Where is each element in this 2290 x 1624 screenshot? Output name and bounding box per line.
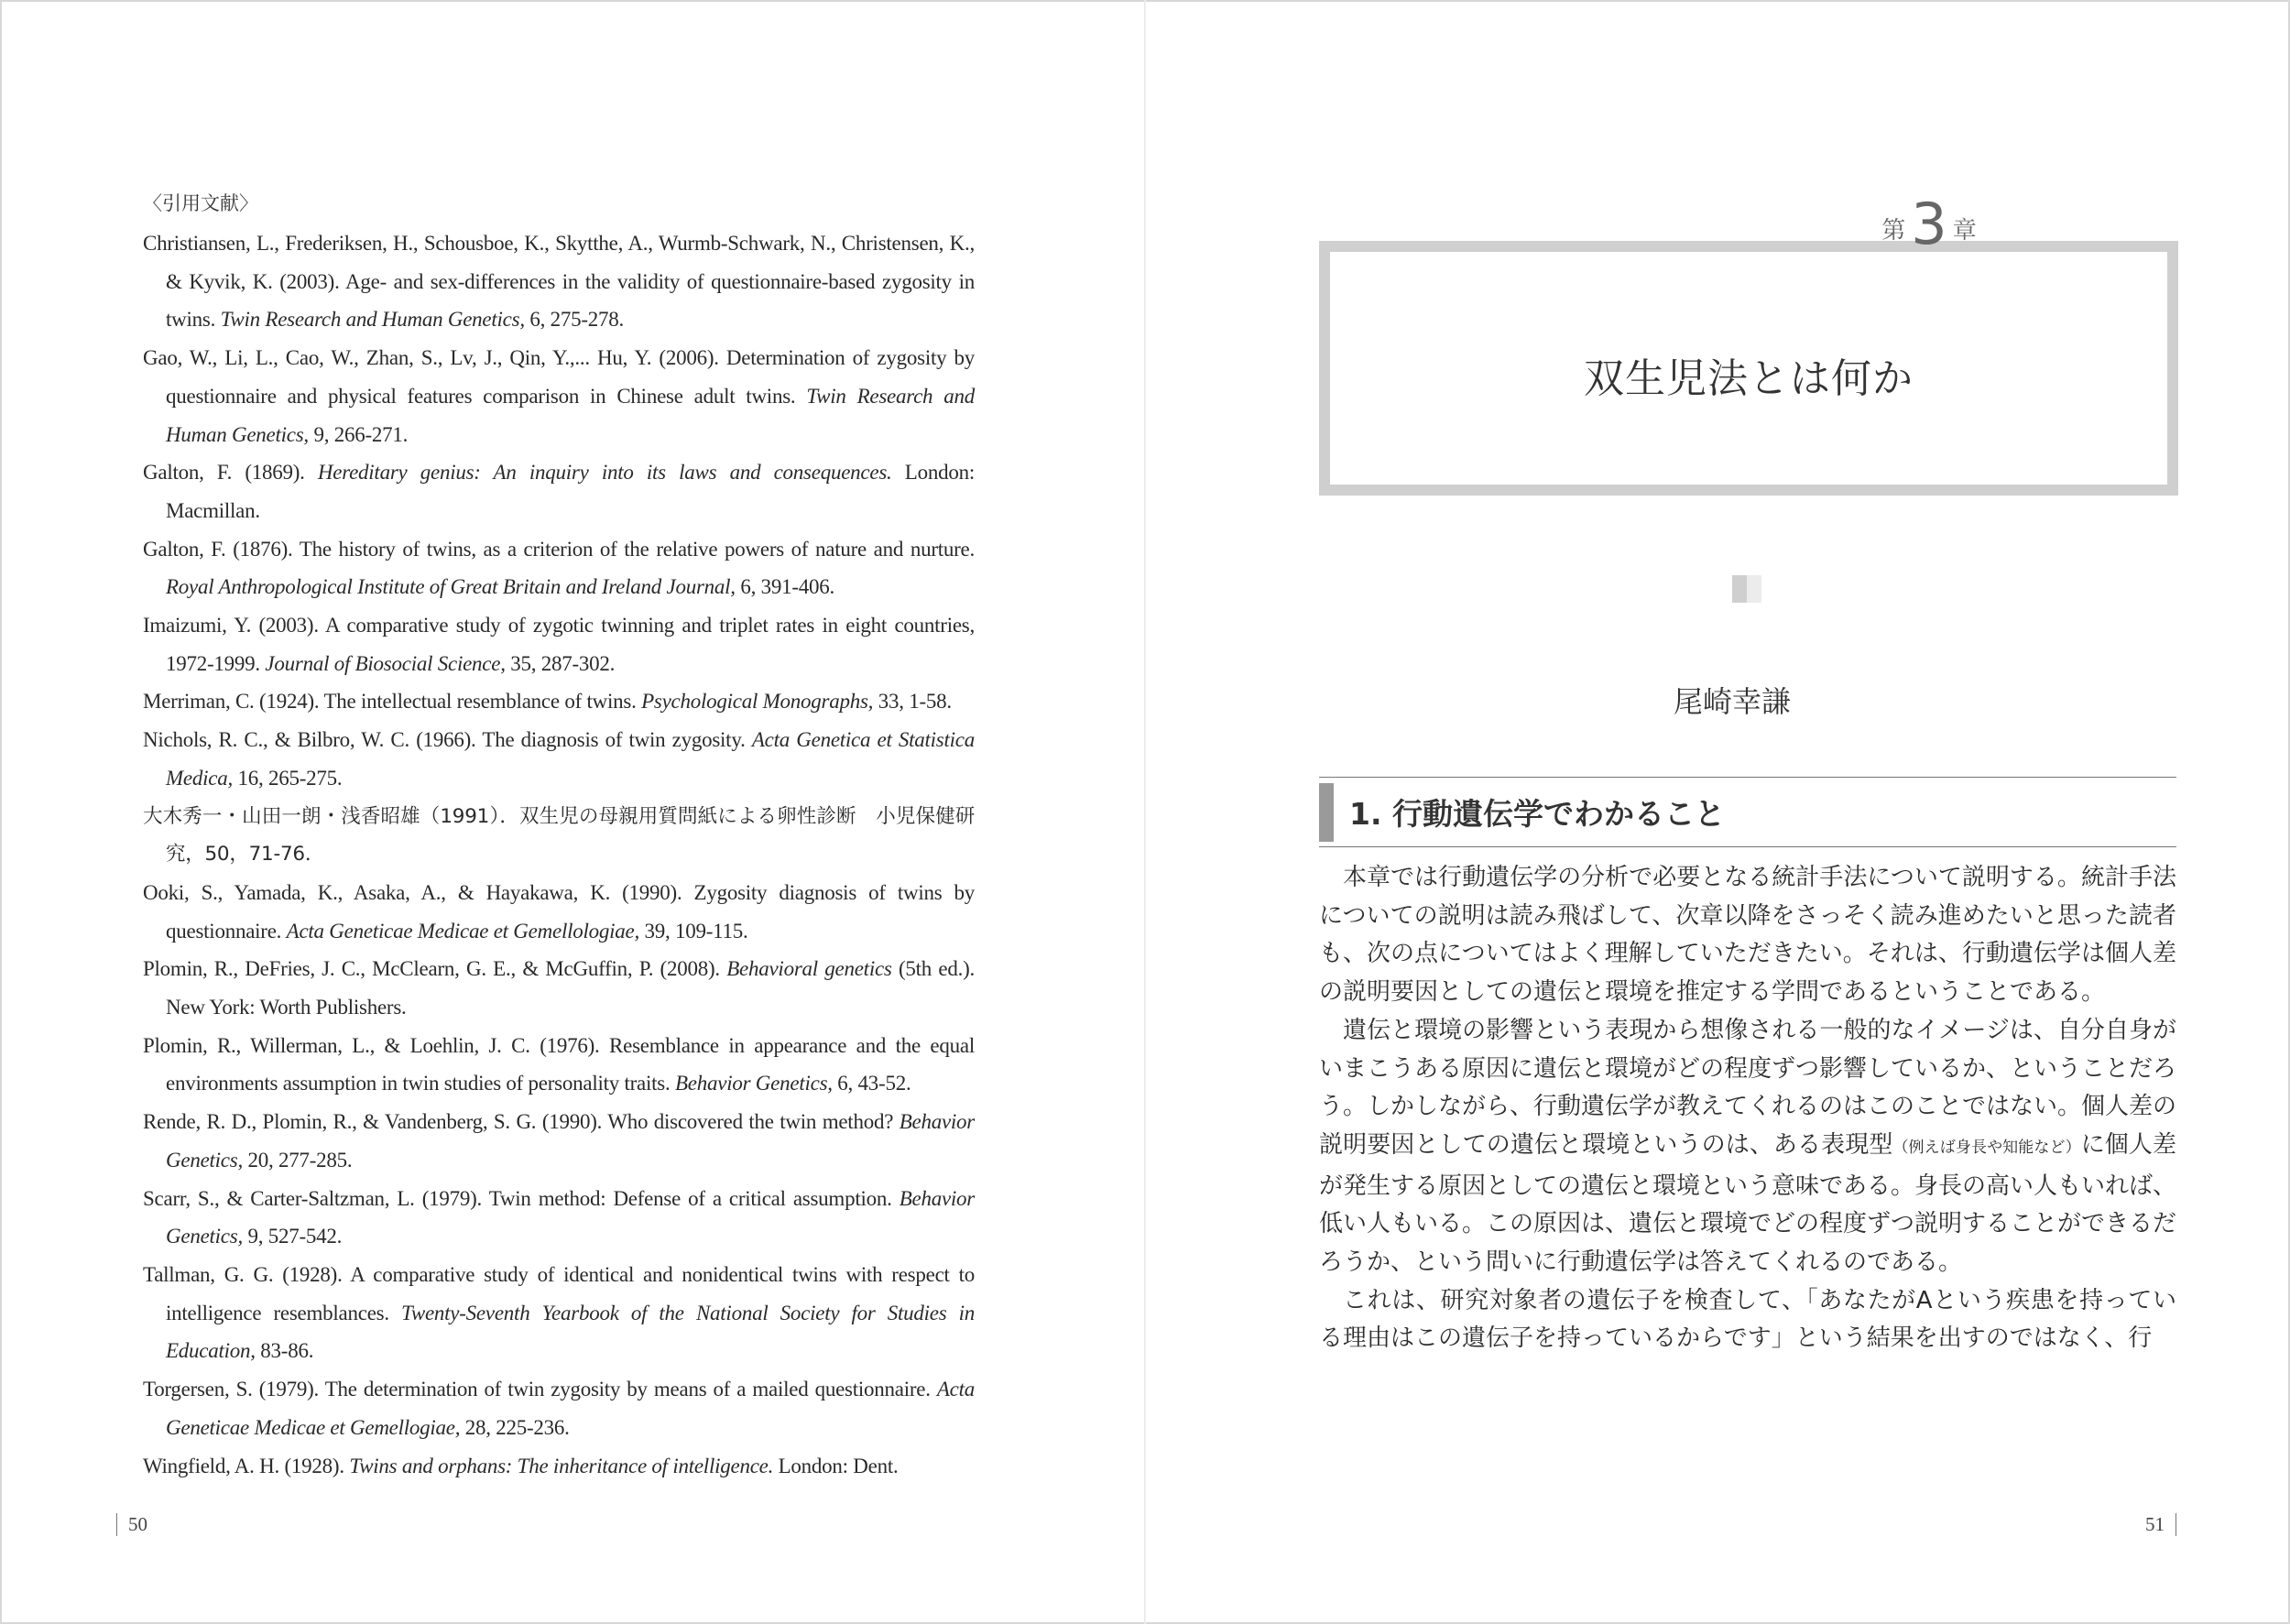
reference-entry — [143, 1103, 975, 1179]
reference-text: Imaizumi, Y. (2003). A comparative study of zygotic twinning and triplet rates in eight countries, 1972-1999. — [143, 614, 975, 675]
reference-volume-pages: 20, 277-285. — [242, 1148, 353, 1172]
reference-entry — [143, 606, 975, 682]
reference-entry — [143, 1180, 975, 1256]
reference-source: Behavior Genetics, — [166, 1110, 975, 1172]
paragraph-1: 本章では行動遺伝学の分析で必要となる統計手法について説明する。統計手法についての説明は読み飛ばして、次章以降をさっそく読み進めたいと思った読者も、次の点についてはよく理解していただきたい。それは、行動遺伝学は個人差の説明要因としての遺伝と環境を推定する学問であるということである。 — [1319, 864, 2176, 1007]
paragraph-2-text-b: に個人差が発生する原因としての遺伝と環境という意味である。身長の高い人もいれば、低い人もいる。この原因は、遺伝と環境でどの程度ずつ説明することができるだろうか、という問いに行動遺伝学は答えてくれるのである。 — [1319, 1130, 2177, 1277]
reference-source: Hereditary genius: An inquiry into its laws and consequences. — [317, 461, 892, 485]
reference-volume-pages: 39, 109-115. — [638, 919, 748, 943]
chapter-title: 双生児法とは何か — [1584, 355, 1914, 402]
reference-volume-pages: 35, 287-302. — [505, 651, 616, 675]
reference-entry — [143, 798, 975, 874]
reference-entry — [143, 339, 975, 453]
reference-text: Christiansen, L., Frederiksen, H., Schousboe, K., Skytthe, A., Wurmb-Schwark, N., Christensen, K., & Kyvik, K. (2003). Age- and sex-differences in the validity of questionnaire-based zygosity in twins. — [143, 232, 975, 332]
reference-entry — [143, 1447, 975, 1486]
reference-source: Twin Research and Human Genetics, — [166, 384, 975, 446]
reference-text: Scarr, S., & Carter-Saltzman, L. (1979). Twin method: Defense of a critical assumption. — [143, 1186, 900, 1210]
reference-text: 大木秀一・山田一朗・浅香昭雄（1991）．双生児の母親用質問紙による卵性診断 小児保健研究，50，71-76． — [143, 804, 975, 866]
reference-volume-pages: (5th ed.). New York: Worth Publishers. — [166, 957, 975, 1019]
reference-source: Behavior Genetics, — [166, 1186, 975, 1248]
chapter-title-box — [1319, 241, 2178, 496]
reference-entry — [143, 453, 975, 529]
reference-volume-pages: London: Dent. — [773, 1454, 899, 1477]
reference-entry — [143, 950, 975, 1026]
reference-text: Rende, R. D., Plomin, R., & Vandenberg, S. G. (1990). Who discovered the twin method? — [143, 1110, 900, 1134]
references-heading: 〈引用文献〉 — [143, 192, 258, 214]
reference-source: Twins and orphans: The inheritance of intelligence. — [349, 1454, 774, 1477]
author-name: 尾崎幸謙 — [1673, 684, 1791, 719]
reference-volume-pages: 28, 225-236. — [460, 1415, 570, 1439]
reference-volume-pages: 9, 527-542. — [242, 1225, 343, 1248]
reference-source: Behavior Genetics, — [675, 1072, 833, 1095]
reference-source: Royal Anthropological Institute of Great Britain and Ireland Journal, — [166, 575, 736, 599]
paragraph-3: これは、研究対象者の遺伝子を検査して、「あなたがAという疾患を持っている理由はこの遺伝子を持っているからです」という結果を出すのではなく、行 — [1319, 1286, 2176, 1353]
page-number-left: 50 — [116, 1513, 147, 1536]
reference-volume-pages: London: Macmillan. — [166, 461, 975, 522]
ornament-square-light — [1747, 575, 1761, 603]
reference-text: Torgersen, S. (1979). The determination of twin zygosity by means of a mailed questionnaire. — [143, 1378, 937, 1401]
reference-entry — [143, 721, 975, 797]
chapter-suffix: 章 — [1952, 217, 1977, 245]
right-page — [1146, 0, 2290, 1624]
ornament-square-dark — [1732, 575, 1747, 603]
reference-entry — [143, 1256, 975, 1370]
reference-entry — [143, 224, 975, 339]
page-number-right: 51 — [2145, 1513, 2176, 1536]
section-rule-top — [1319, 777, 2176, 778]
ornament-icon — [1732, 575, 1761, 603]
reference-text: Plomin, R., DeFries, J. C., McClearn, G. E., & McGuffin, P. (2008). — [143, 957, 727, 981]
body-text — [1319, 859, 2176, 1358]
reference-entry — [143, 530, 975, 606]
reference-entry — [143, 682, 975, 721]
reference-entry — [143, 1370, 975, 1446]
reference-volume-pages: 9, 266-271. — [308, 422, 409, 446]
reference-volume-pages: 6, 391-406. — [735, 575, 834, 599]
reference-text: Plomin, R., Willerman, L., & Loehlin, J. C. (1976). Resemblance in appearance and the equal environments assumption in twin studies of personality traits. — [143, 1033, 975, 1095]
reference-volume-pages: 83-86. — [255, 1339, 314, 1363]
reference-source: Acta Genetica et Statistica Medica, — [166, 728, 975, 790]
section-rule-bottom — [1319, 846, 2176, 847]
reference-volume-pages: 33, 1-58. — [873, 690, 952, 714]
chapter-prefix: 第 — [1881, 217, 1906, 245]
reference-source: Journal of Biosocial Science, — [265, 651, 506, 675]
section-heading: 1. 行動遺伝学でわかること — [1349, 796, 1725, 832]
reference-source: Psychological Monographs, — [641, 690, 874, 714]
reference-entry — [143, 874, 975, 950]
reference-volume-pages: 6, 43-52. — [832, 1072, 911, 1095]
paragraph-2-text-a: 遺伝と環境の影響という表現から想像される一般的なイメージは、自分自身がいまこうある原因に遺伝と環境がどの程度ずつ影響しているか、ということだろう。しかしながら、行動遺伝学が教えてくれるのはこのことではない。個人差の説明要因としての遺伝と環境というのは、ある表現型 — [1319, 1016, 2177, 1159]
left-page — [0, 0, 1144, 1624]
reference-text: Ooki, S., Yamada, K., Asaka, A., & Hayakawa, K. (1990). Zygosity diagnosis of twins by questionnaire. — [143, 880, 975, 943]
reference-entry — [143, 1027, 975, 1103]
reference-text: Galton, F. (1876). The history of twins, as a criterion of the relative powers of nature and nurture. — [143, 537, 975, 561]
reference-source: Acta Geneticae Medicae et Gemellogiae, — [166, 1378, 975, 1439]
section-marker-bar — [1319, 783, 1334, 842]
reference-text: Tallman, G. G. (1928). A comparative study of identical and nonidentical twins with respect to intelligence resemblances. — [143, 1262, 975, 1324]
reference-text: Merriman, C. (1924). The intellectual resemblance of twins. — [143, 690, 642, 714]
reference-source: Behavioral genetics — [726, 957, 892, 981]
reference-volume-pages: 16, 265-275. — [232, 766, 343, 790]
reference-text: Wingfield, A. H. (1928). — [143, 1454, 350, 1477]
chapter-label — [1705, 191, 2154, 257]
chapter-number: 3 — [1911, 191, 1947, 257]
reference-text: Galton, F. (1869). — [143, 461, 318, 485]
reference-volume-pages: 6, 275-278. — [524, 308, 624, 332]
reference-source: Twenty-Seventh Yearbook of the National Society for Studies in Education, — [166, 1301, 975, 1363]
reference-text: Gao, W., Li, L., Cao, W., Zhan, S., Lv, J., Qin, Y.,... Hu, Y. (2006). Determination of zygosity by questionnaire and physical features comparison in Chinese adult twins. — [143, 346, 975, 408]
reference-source: Acta Geneticae Medicae et Gemellologiae, — [286, 919, 639, 943]
paragraph-2-parenthetical: （例えば身長や知能など） — [1892, 1138, 2081, 1157]
reference-source: Twin Research and Human Genetics, — [220, 308, 525, 332]
paragraph-2 — [1319, 1012, 2176, 1282]
reference-text: Nichols, R. C., & Bilbro, W. C. (1966). The diagnosis of twin zygosity. — [143, 728, 752, 752]
references-list — [143, 224, 975, 1485]
